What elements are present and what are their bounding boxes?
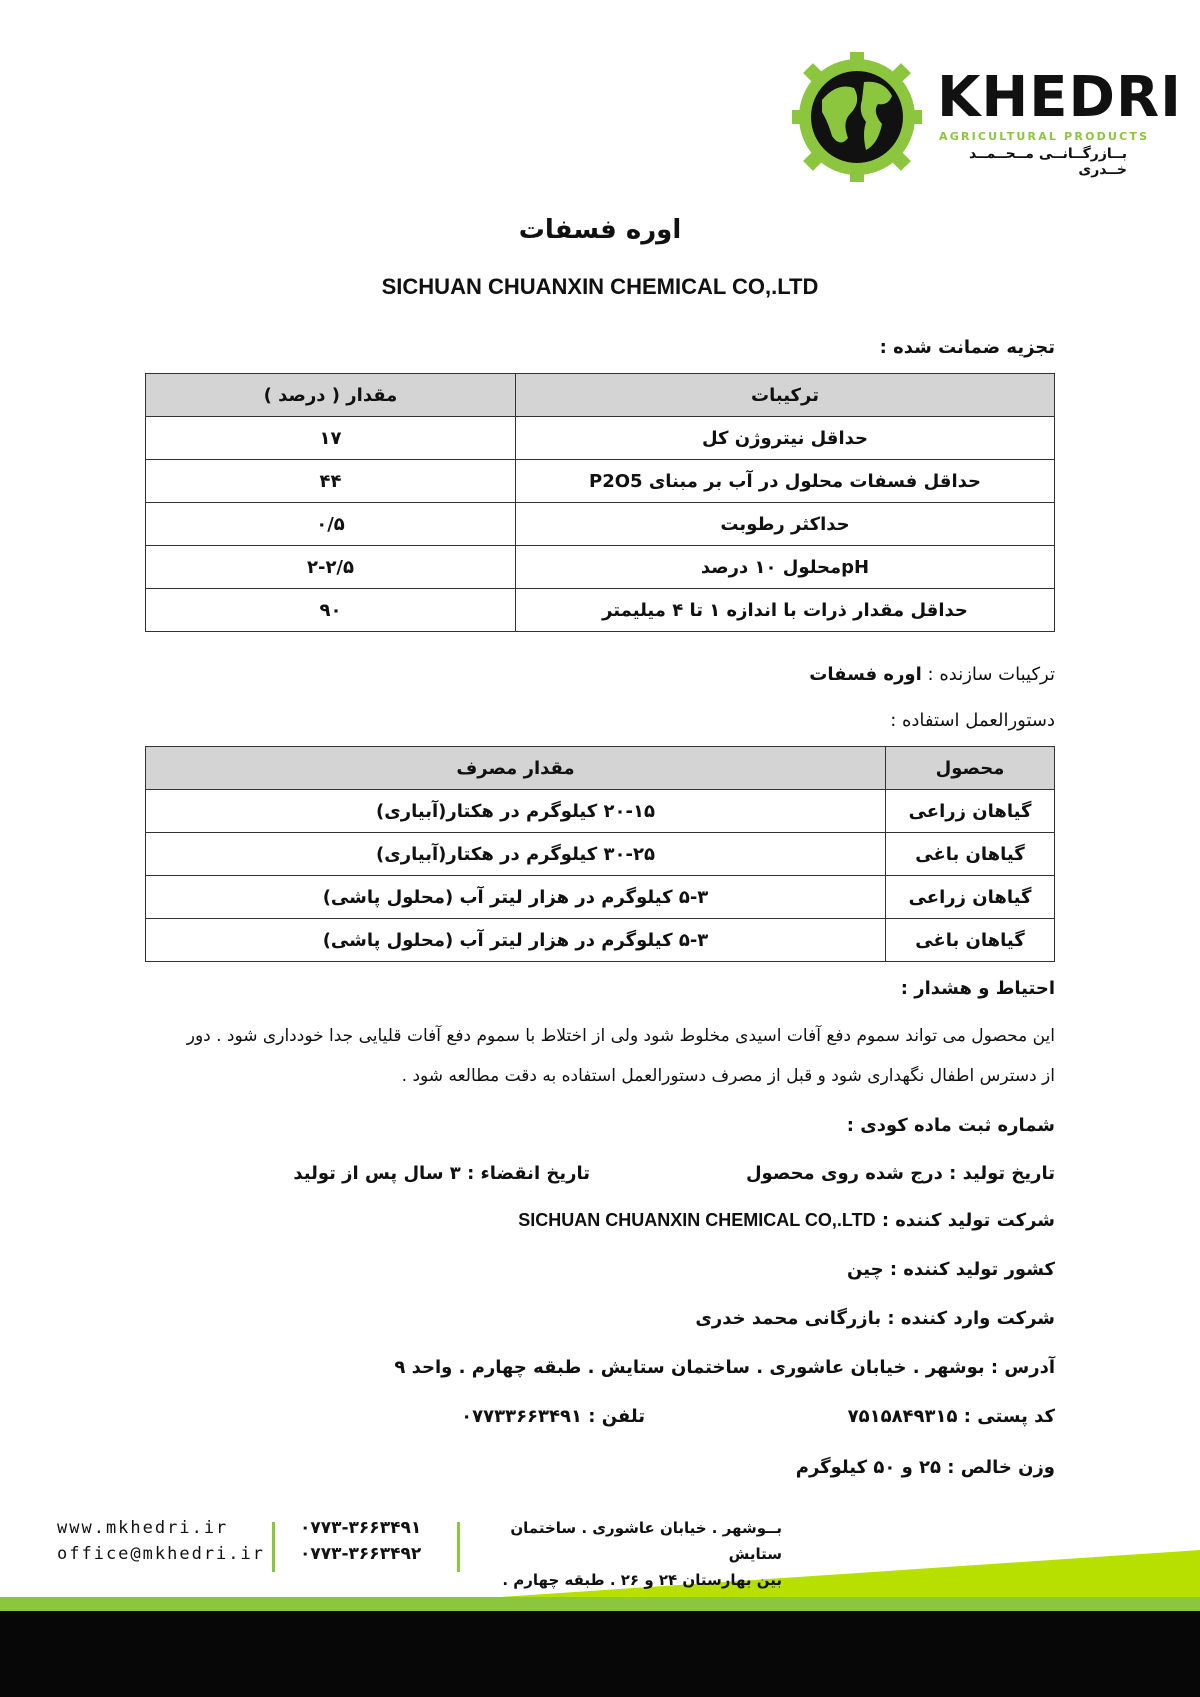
footer-address-line: بــوشهر . خیابان عاشوری . ساختمان ستایش bbox=[510, 1519, 782, 1563]
warning-text bbox=[145, 1016, 1055, 1096]
table-header-cell: ترکیبات bbox=[516, 374, 1055, 417]
table-cell: ۱۷ bbox=[146, 417, 516, 460]
table-cell: ۴۴ bbox=[146, 460, 516, 503]
ingredients-line bbox=[809, 664, 1055, 685]
table-cell: ۵-۳ کیلوگرم در هزار لیتر آب (محلول پاشی) bbox=[146, 919, 886, 962]
table-cell: ۵-۳ کیلوگرم در هزار لیتر آب (محلول پاشی) bbox=[146, 876, 886, 919]
production-date: تاریخ تولید : درج شده روی محصول bbox=[745, 1163, 1055, 1184]
table-row bbox=[146, 790, 1055, 833]
table-row bbox=[146, 460, 1055, 503]
table-cell: ۳۰-۲۵ کیلوگرم در هکتار(آبیاری) bbox=[146, 833, 886, 876]
table-header-cell: مقدار مصرف bbox=[146, 747, 886, 790]
phone-line: تلفن : ۰۷۷۳۳۶۶۳۴۹۱ bbox=[461, 1406, 645, 1427]
table-cell: حداقل فسفات محلول در آب بر مبنای P2O5 bbox=[516, 460, 1055, 503]
analysis-label: تجزیه ضمانت شده : bbox=[879, 337, 1055, 358]
postal-code: کد پستی : ۷۵۱۵۸۴۹۳۱۵ bbox=[847, 1406, 1055, 1427]
table-row bbox=[146, 503, 1055, 546]
table-row bbox=[146, 833, 1055, 876]
usage-label: دستورالعمل استفاده : bbox=[890, 710, 1055, 731]
table-cell: ۲-۲/۵ bbox=[146, 546, 516, 589]
footer-phone: ۰۷۷۳-۳۶۶۳۴۹۲ bbox=[300, 1544, 422, 1564]
brand-name-farsi: بــازرگــانــی مــحــمــد خــدری bbox=[969, 146, 1127, 178]
table-cell: حداقل نیتروژن کل bbox=[516, 417, 1055, 460]
table-header-row bbox=[146, 374, 1055, 417]
manufacturer-label: شرکت تولید کننده : bbox=[881, 1210, 1055, 1231]
table-cell: pHمحلول ۱۰ درصد bbox=[516, 546, 1055, 589]
footer-contacts-web bbox=[57, 1515, 265, 1567]
table-header-row bbox=[146, 747, 1055, 790]
table-row bbox=[146, 417, 1055, 460]
table-cell: ۰/۵ bbox=[146, 503, 516, 546]
footer-phone: ۰۷۷۳-۳۶۶۳۴۹۱ bbox=[300, 1518, 422, 1538]
table-cell: ۲۰-۱۵ کیلوگرم در هکتار(آبیاری) bbox=[146, 790, 886, 833]
warning-label: احتیاط و هشدار : bbox=[900, 978, 1055, 999]
company-logo bbox=[792, 52, 1182, 182]
table-row bbox=[146, 876, 1055, 919]
registration-label: شماره ثبت ماده کودی : bbox=[846, 1115, 1055, 1136]
address-line: آدرس : بوشهر . خیابان عاشوری . ساختمان ستایش . طبقه چهارم . واحد ۹ bbox=[394, 1357, 1055, 1378]
manufacturer-value: SICHUAN CHUANXIN CHEMICAL CO,.LTD bbox=[518, 1210, 876, 1230]
table-row bbox=[146, 919, 1055, 962]
product-title: اوره فسفات bbox=[518, 215, 682, 245]
importer-line: شرکت وارد کننده : بازرگانی محمد خدری bbox=[695, 1308, 1055, 1329]
net-weight: وزن خالص : ۲۵ و ۵۰ کیلوگرم bbox=[795, 1457, 1055, 1478]
table-row bbox=[146, 589, 1055, 632]
usage-table bbox=[145, 746, 1055, 962]
footer-divider bbox=[272, 1522, 275, 1572]
ingredients-value: اوره فسفات bbox=[809, 664, 922, 685]
table-cell: حداکثر رطوبت bbox=[516, 503, 1055, 546]
table-cell: گیاهان زراعی bbox=[886, 790, 1055, 833]
table-cell: گیاهان باغی bbox=[886, 833, 1055, 876]
footer-green-band bbox=[0, 1597, 1200, 1611]
expiry-date: تاریخ انقضاء : ۳ سال پس از تولید bbox=[293, 1163, 590, 1184]
table-cell: حداقل مقدار ذرات با اندازه ۱ تا ۴ میلیمتر bbox=[516, 589, 1055, 632]
table-cell: گیاهان زراعی bbox=[886, 876, 1055, 919]
manufacturer-subtitle: SICHUAN CHUANXIN CHEMICAL CO,.LTD bbox=[381, 274, 819, 299]
footer-website-link[interactable]: www.mkhedri.ir bbox=[57, 1518, 229, 1538]
footer-address-line: بین بهارستان ۲۴ و ۲۶ . طبقه چهارم . bbox=[502, 1571, 782, 1589]
table-cell: ۹۰ bbox=[146, 589, 516, 632]
table-header-cell: مقدار ( درصد ) bbox=[146, 374, 516, 417]
brand-name: KHEDRI bbox=[937, 65, 1182, 130]
table-cell: گیاهان باغی bbox=[886, 919, 1055, 962]
table-row bbox=[146, 546, 1055, 589]
brand-tagline: AGRICULTURAL PRODUCTS bbox=[939, 130, 1150, 143]
analysis-table bbox=[145, 373, 1055, 632]
footer-phones bbox=[300, 1515, 421, 1567]
footer-divider bbox=[457, 1522, 460, 1572]
manufacturer-line bbox=[518, 1210, 1055, 1231]
footer-email-link[interactable]: office@mkhedri.ir bbox=[57, 1544, 265, 1564]
ingredients-label: ترکیبات سازنده : bbox=[927, 664, 1055, 685]
table-header-cell: محصول bbox=[886, 747, 1055, 790]
country-line: کشور تولید کننده : چین bbox=[847, 1259, 1055, 1280]
warning-line: این محصول می تواند سموم دفع آفات اسیدی مخلوط شود ولی از اختلاط با سموم دفع آفات قلیایی جدا خودداری شود . دور bbox=[186, 1026, 1055, 1046]
warning-line: از دسترس اطفال نگهداری شود و قبل از مصرف دستورالعمل استفاده به دقت مطالعه شود . bbox=[401, 1066, 1055, 1086]
globe-gear-icon bbox=[792, 52, 922, 182]
footer-black-band bbox=[0, 1611, 1200, 1697]
